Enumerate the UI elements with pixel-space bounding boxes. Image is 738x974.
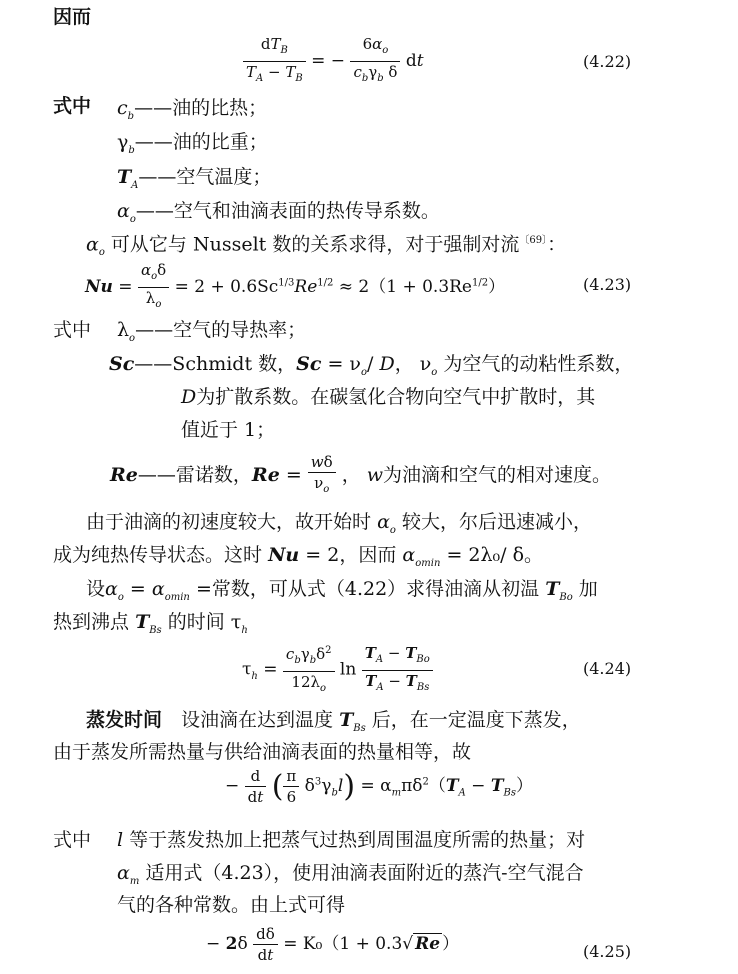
def-gb: $\gamma_b——$油的比重；: [117, 131, 268, 156]
equation-4-23: Nu = $\frac{\alpha_o\delta}{\lambda_o}$ = $2 + 0.6Sc^{1/3}Re^{1/2} \approx 2(1 + 0.3Re^{1/2})$: [85, 261, 506, 310]
def-l: l 等于蒸发热加上把蒸气过热到周围温度所需的热量；对: [117, 829, 586, 851]
para-constant: 设$\alpha_o = \alpha_{omin}$ =常数，可从式（4.22）求得油滴从初温 $T_{Bo}$ 加: [86, 578, 598, 603]
equation-number-4-22: (4.22): [583, 52, 632, 71]
def-sc: Sc——Schmidt 数，$Sc = \nu_o/$ D， $\nu_o$ 为空气的动粘性系数，: [109, 353, 634, 378]
def-a0: $\alpha_o——$空气和油滴表面的热传导系数。: [117, 200, 440, 225]
equation-number-4-23: (4.23): [583, 275, 632, 294]
equation-4-25: − 2δ $\frac{d\delta}{dt}$ = K₀（1 + 0.3√ Re ）: [206, 925, 460, 964]
label-where-3: 式中: [53, 829, 92, 851]
def-ta: $T_A——$空气温度；: [117, 166, 272, 191]
def-re: Re——雷诺数，Re = $\frac{w\delta}{\nu_o}$ ， w为油滴和空气的相对速度。: [110, 453, 612, 495]
para-evaporation-2: 由于蒸发所需热量与供给油滴表面的热量相等，故: [53, 741, 472, 763]
def-sc-3: 值近于 1；: [181, 419, 276, 441]
equation-4-22: $\frac{dT_B}{T_A - T_B}$ = − $\frac{6\alpha_o}{c_b\gamma_b \delta}$ dt: [243, 34, 424, 89]
label-where-2: 式中: [53, 319, 92, 341]
label-where-1: 式中: [53, 95, 92, 117]
para-initial-velocity-2: 成为纯热传导状态。这时 Nu = 2，因而 $\alpha_{omin} = 2\lambda_0/$ δ。: [53, 544, 544, 569]
equation-evaporation: − $\frac{d}{dt}$ ( $\frac{\pi}{6}$ $\delta^3\gamma_bl) = \alpha_m\pi\delta^2(T_A - T_{Bs})$: [225, 767, 533, 806]
def-cb: $c_b——$油的比热；: [117, 97, 268, 122]
equation-number-4-24: (4.24): [583, 659, 632, 678]
para-constant-2: 热到沸点 $T_{Bs}$ 的时间 $\tau_h$: [53, 611, 248, 636]
def-sc-2: D为扩散系数。在碳氢化合物向空气中扩散时，其: [181, 386, 596, 408]
def-l-2: $\alpha_m$ 适用式（4.23），使用油滴表面附近的蒸汽-空气混合: [117, 862, 584, 887]
equation-4-24: $\tau_h$ = $\frac{c_b\gamma_b\delta^2}{12\lambda_o}$ ln $\frac{T_A - T_{Bo}}{T_A - T_{Bs}}$: [242, 641, 433, 699]
def-l-3: 气的各种常数。由上式可得: [117, 894, 346, 916]
text-nusselt-intro: $\alpha_o$ 可从它与 Nusselt 数的关系求得，对于强制对流$^{〔69〕}$：: [86, 233, 567, 259]
equation-number-4-25: (4.25): [583, 942, 632, 961]
para-initial-velocity: 由于油滴的初速度较大，故开始时 $\alpha_o$ 较大，尔后迅速减小，: [86, 511, 592, 536]
text-therefore: 因而: [53, 6, 92, 28]
para-evaporation: 蒸发时间 设油滴在达到温度 $T_{Bs}$ 后，在一定温度下蒸发，: [86, 709, 581, 734]
def-lambda: $\lambda_o——$空气的导热率；: [117, 319, 307, 344]
